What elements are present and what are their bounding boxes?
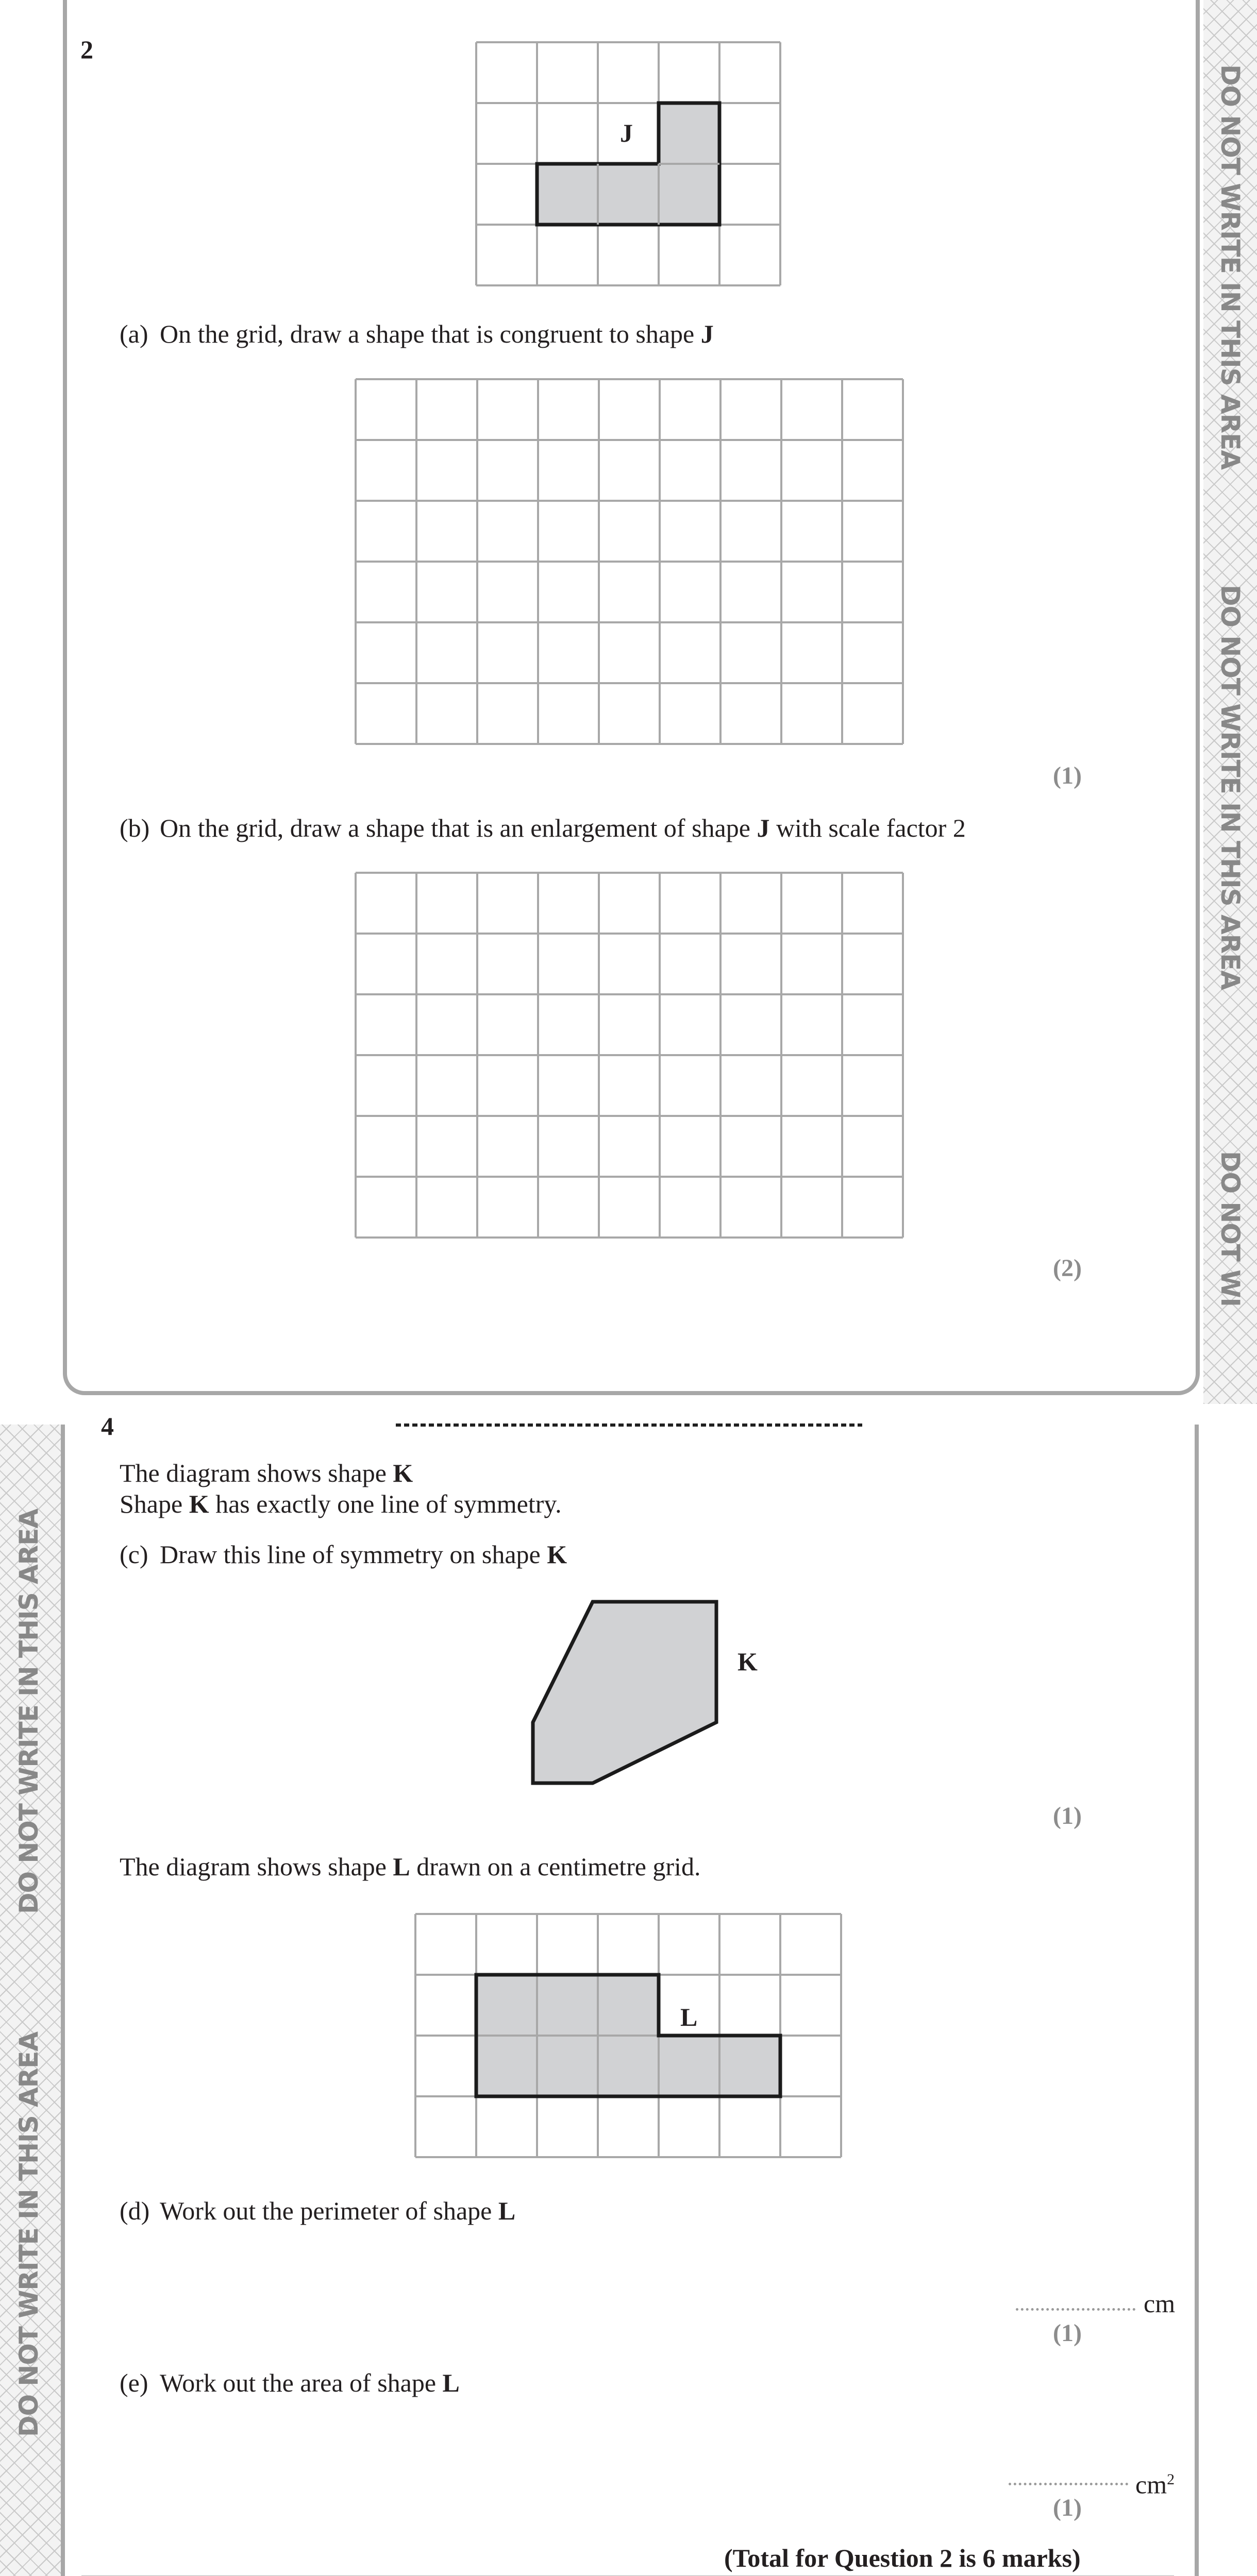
intro-k-line2-text: has exactly one line of symmetry. <box>209 1489 562 1518</box>
part-c-shape-name: K <box>547 1540 567 1569</box>
intro-l-shape: L <box>393 1852 410 1881</box>
part-d-answer-line[interactable] <box>1016 2308 1135 2311</box>
part-e-question: Work out the area of shape <box>160 2368 443 2397</box>
part-b-shape-name: J <box>757 814 770 842</box>
intro-l <box>120 1851 700 1882</box>
part-e-unit <box>1135 2464 1175 2500</box>
intro-k-line2-prefix: Shape <box>120 1489 189 1518</box>
part-b-question: On the grid, draw a shape that is an enlargement of shape <box>160 814 757 842</box>
question-number: 2 <box>80 35 93 64</box>
margin-warning-left-2: DO NOT WRITE IN THIS AREA <box>14 2031 44 2437</box>
intro-k-line1-shape: K <box>393 1459 413 1487</box>
part-e-prefix: (e) <box>120 2368 148 2397</box>
margin-warning-2: DO NOT WRITE IN THIS AREA <box>1215 584 1245 990</box>
margin-warning-1: DO NOT WRITE IN THIS AREA <box>1215 64 1245 470</box>
intro-k-line2-shape: K <box>189 1489 209 1518</box>
page-2 <box>0 1412 1257 2576</box>
part-e-shape-name: L <box>442 2368 460 2397</box>
part-b-scale-factor: with scale factor 2 <box>769 814 966 842</box>
part-c-prefix: (c) <box>120 1540 148 1569</box>
shape-l-diagram <box>413 1912 843 2159</box>
part-b-marks: (2) <box>1053 1255 1082 1282</box>
part-d-prefix: (d) <box>120 2196 150 2225</box>
answer-grid-b[interactable] <box>354 871 904 1240</box>
shape-j-diagram <box>474 40 783 287</box>
part-b-text <box>160 812 966 843</box>
question-total: (Total for Question 2 is 6 marks) <box>724 2544 1081 2572</box>
part-d-shape-name: L <box>498 2196 516 2225</box>
intro-k-line1 <box>120 1458 413 1488</box>
part-d-marks: (1) <box>1053 2319 1082 2347</box>
part-e-unit-text: cm <box>1135 2470 1167 2499</box>
shape-k <box>533 1602 716 1783</box>
shape-j-label: J <box>620 118 633 147</box>
intro-l-text-after: drawn on a centimetre grid. <box>410 1852 701 1881</box>
part-a-marks: (1) <box>1053 762 1082 789</box>
part-c-marks: (1) <box>1053 1802 1082 1829</box>
part-e-answer-line[interactable] <box>1009 2483 1128 2485</box>
part-c-text <box>160 1539 567 1570</box>
part-a-prefix: (a) <box>120 319 148 348</box>
margin-warning-3: DO NOT WI <box>1215 1150 1245 1307</box>
shape-k-label: K <box>738 1647 758 1676</box>
part-e-marks: (1) <box>1053 2494 1082 2521</box>
intro-k-line2 <box>120 1488 562 1519</box>
intro-l-text: The diagram shows shape <box>120 1852 393 1881</box>
part-d-unit: cm <box>1144 2289 1176 2318</box>
margin-warning-left-1: DO NOT WRITE IN THIS AREA <box>14 1509 44 1914</box>
part-e-unit-power: 2 <box>1167 2471 1175 2488</box>
part-e-text <box>160 2367 460 2398</box>
part-a-shape-name: J <box>700 319 714 348</box>
part-a-text <box>160 318 714 349</box>
intro-k-line1-text: The diagram shows shape <box>120 1459 393 1487</box>
part-d-question: Work out the perimeter of shape <box>160 2196 498 2225</box>
part-d-text <box>160 2195 515 2226</box>
part-a-question: On the grid, draw a shape that is congruent to shape <box>160 319 701 348</box>
shape-l-label: L <box>680 2003 698 2031</box>
page-number-partial-text: 4 <box>101 1412 114 1440</box>
part-b-prefix: (b) <box>120 814 150 842</box>
answer-grid-a[interactable] <box>354 377 904 746</box>
page-number-partial <box>101 1412 122 1440</box>
part-c-question: Draw this line of symmetry on shape <box>160 1540 547 1569</box>
header-strip <box>396 1423 862 1427</box>
shape-k-diagram[interactable] <box>526 1599 722 1794</box>
